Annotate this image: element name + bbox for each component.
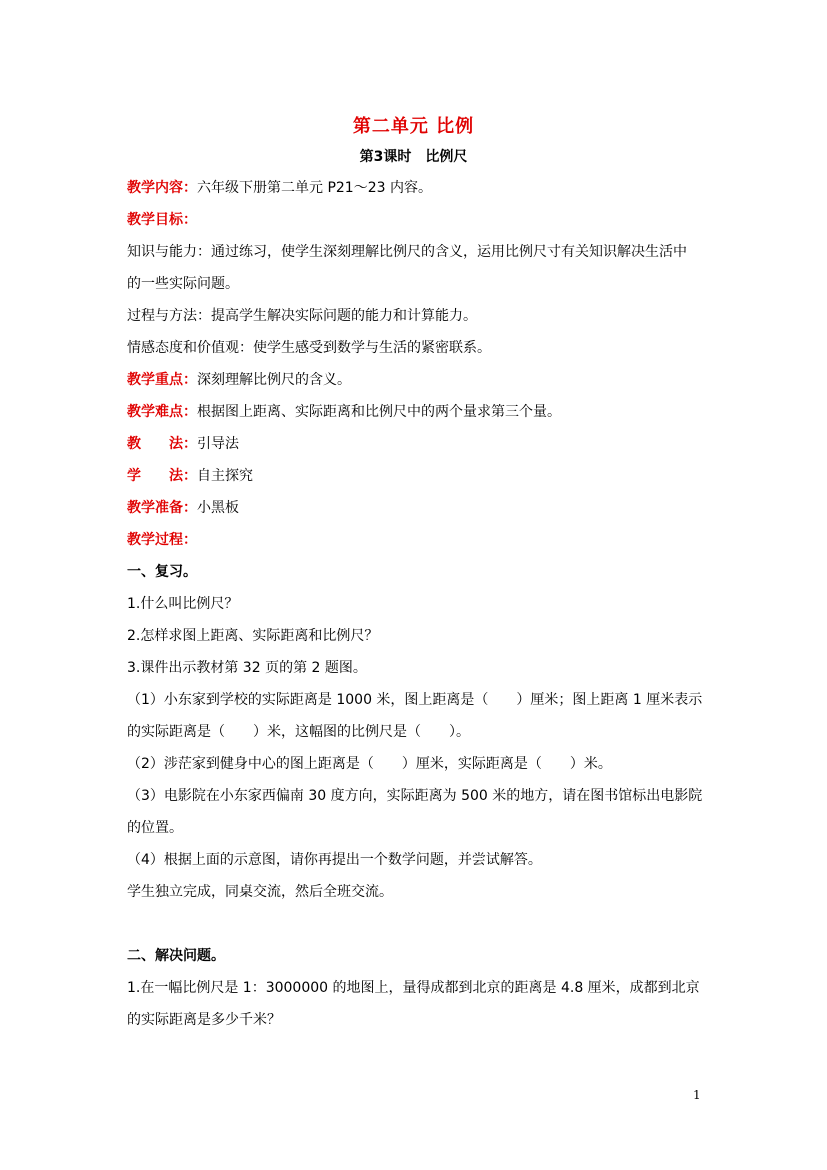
review-question-3: 3.课件出示教材第 32 页的第 2 题图。: [127, 660, 367, 676]
teaching-content-line: [127, 172, 703, 204]
teaching-key-line: [127, 364, 703, 396]
teaching-process-heading: [127, 524, 703, 556]
review-question-1: 1.什么叫比例尺？: [127, 596, 239, 612]
sub-question-3-line1: （3）电影院在小东家西偏南 30 度方向，实际距离为 500 米的地方，请在图书馆标出电影院: [127, 788, 703, 804]
sub-question-4: （4）根据上面的示意图，请你再提出一个数学问题，并尝试解答。: [127, 852, 542, 868]
section-review-heading: 一、复习。: [127, 564, 197, 580]
goal-knowledge-line2: 的一些实际问题。: [127, 276, 239, 292]
learning-method-line: [127, 460, 703, 492]
problem-1-line1: 1.在一幅比例尺是 1：3000000 的地图上，量得成都到北京的距离是 4.8 厘米，成都到北京: [127, 980, 700, 996]
label-teaching-key: 教学重点：: [127, 372, 197, 388]
label-learning-method: 学 法：: [127, 468, 197, 484]
review-question-2: 2.怎样求图上距离、实际距离和比例尺？: [127, 628, 379, 644]
sub-question-2: （2）涉茫家到健身中心的图上距离是（ ）厘米，实际距离是（ ）米。: [127, 756, 612, 772]
page-number: 1: [693, 1088, 701, 1102]
student-activity: 学生独立完成，同桌交流，然后全班交流。: [127, 884, 393, 900]
teaching-prep-line: [127, 492, 703, 524]
label-teaching-process: 教学过程：: [127, 532, 197, 548]
blank-line: [127, 908, 703, 940]
teaching-difficulty-text: 根据图上距离、实际距离和比例尺中的两个量求第三个量。: [197, 404, 561, 420]
teaching-prep-text: 小黑板: [197, 500, 239, 516]
section-problems-heading: 二、解决问题。: [127, 948, 225, 964]
teaching-goals-heading: [127, 204, 703, 236]
goal-process: 过程与方法：提高学生解决实际问题的能力和计算能力。: [127, 308, 477, 324]
lesson-content: [127, 172, 703, 1036]
teaching-content-text: 六年级下册第二单元 P21～23 内容。: [197, 180, 432, 196]
teaching-method-text: 引导法: [197, 436, 239, 452]
page-title: 第二单元 比例: [352, 116, 475, 137]
teaching-method-line: [127, 428, 703, 460]
problem-1-line2: 的实际距离是多少千米？: [127, 1012, 281, 1028]
label-teaching-difficulty: 教学难点：: [127, 404, 197, 420]
sub-question-1-line2: 的实际距离是（ ）米，这幅图的比例尺是（ ）。: [127, 724, 470, 740]
goal-knowledge-line1: 知识与能力：通过练习，使学生深刻理解比例尺的含义，运用比例尺寸有关知识解决生活中: [127, 244, 687, 260]
label-teaching-content: 教学内容：: [127, 180, 197, 196]
lesson-subtitle: 第3课时 比例尺: [359, 149, 468, 165]
learning-method-text: 自主探究: [197, 468, 253, 484]
label-teaching-prep: 教学准备：: [127, 500, 197, 516]
teaching-key-text: 深刻理解比例尺的含义。: [197, 372, 351, 388]
label-teaching-goals: 教学目标：: [127, 212, 197, 228]
teaching-difficulty-line: [127, 396, 703, 428]
sub-question-1-line1: （1）小东家到学校的实际距离是 1000 米，图上距离是（ ）厘米；图上距离 1 厘米表示: [127, 692, 703, 708]
goal-attitude: 情感态度和价值观：使学生感受到数学与生活的紧密联系。: [127, 340, 491, 356]
label-teaching-method: 教 法：: [127, 436, 197, 452]
sub-question-3-line2: 的位置。: [127, 820, 183, 836]
